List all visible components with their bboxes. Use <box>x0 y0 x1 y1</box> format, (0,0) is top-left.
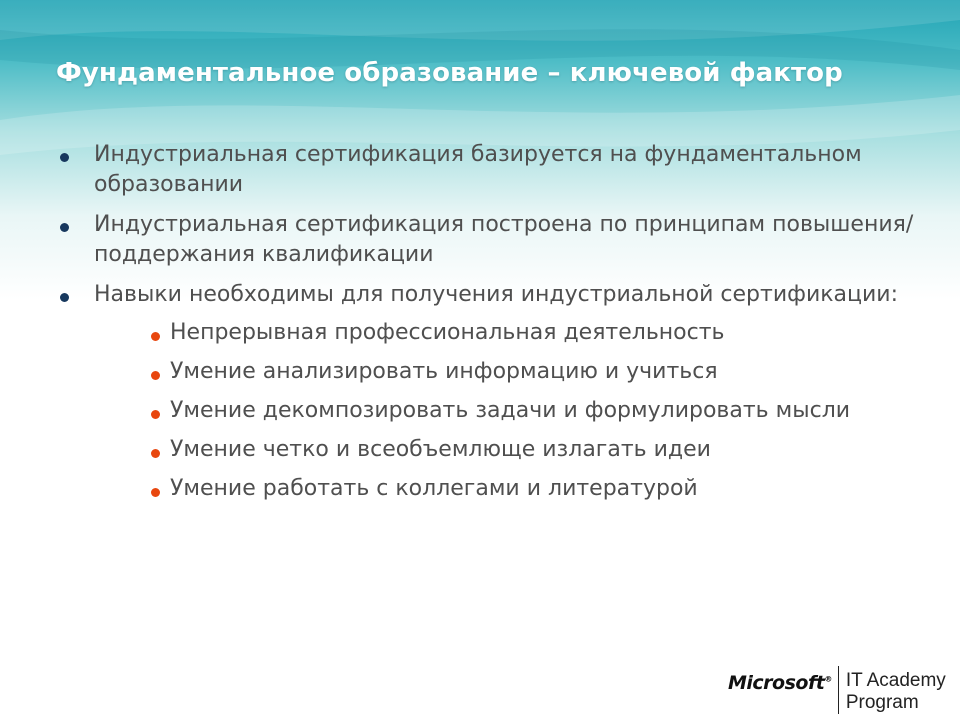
sub-bullet-item <box>58 435 918 465</box>
bullet-item <box>58 210 918 270</box>
bullet-dot-icon <box>60 293 69 302</box>
sub-bullet-dot-icon <box>151 332 160 341</box>
sub-bullet-item <box>58 318 918 348</box>
program-line-2: Program <box>845 692 919 713</box>
sub-bullet-item <box>58 396 918 426</box>
bullet-item <box>58 140 918 200</box>
sub-bullet-item <box>58 474 918 504</box>
program-name <box>846 670 946 714</box>
sub-bullet-dot-icon <box>151 488 160 497</box>
bullet-dot-icon <box>60 153 69 162</box>
microsoft-brand-text: Microsoft <box>728 672 825 694</box>
sub-bullet-text: Умение четко и всеобъемлюще излагать идеи <box>170 437 711 462</box>
sub-bullet-text: Непрерывная профессиональная деятельность <box>170 320 725 345</box>
bullet-item <box>58 280 918 310</box>
sub-bullet-dot-icon <box>151 371 160 380</box>
sub-bullet-text: Умение анализировать информацию и учиться <box>170 359 718 384</box>
program-line-1: IT Academy <box>845 670 946 691</box>
bullet-text: Навыки необходимы для получения индустриальной сертификации: <box>94 282 898 307</box>
microsoft-it-academy-logo <box>728 666 946 716</box>
sub-bullet-dot-icon <box>151 449 160 458</box>
bullet-text: Индустриальная сертификация построена по принципам повышения/поддержания квалификации <box>94 212 914 267</box>
bullet-text: Индустриальная сертификация базируется на фундаментальном образовании <box>94 142 862 197</box>
bullet-dot-icon <box>60 223 69 232</box>
sub-bullet-text: Умение декомпозировать задачи и формулировать мысли <box>170 398 851 423</box>
logo-divider <box>838 666 839 714</box>
microsoft-wordmark: Microsoft® <box>728 672 832 694</box>
sub-bullet-text: Умение работать с коллегами и литературой <box>170 476 698 501</box>
slide-title: Фундаментальное образование – ключевой фактор <box>56 58 843 88</box>
sub-bullet-dot-icon <box>151 410 160 419</box>
slide-content <box>58 140 918 513</box>
sub-bullet-list <box>58 318 918 504</box>
sub-bullet-item <box>58 357 918 387</box>
